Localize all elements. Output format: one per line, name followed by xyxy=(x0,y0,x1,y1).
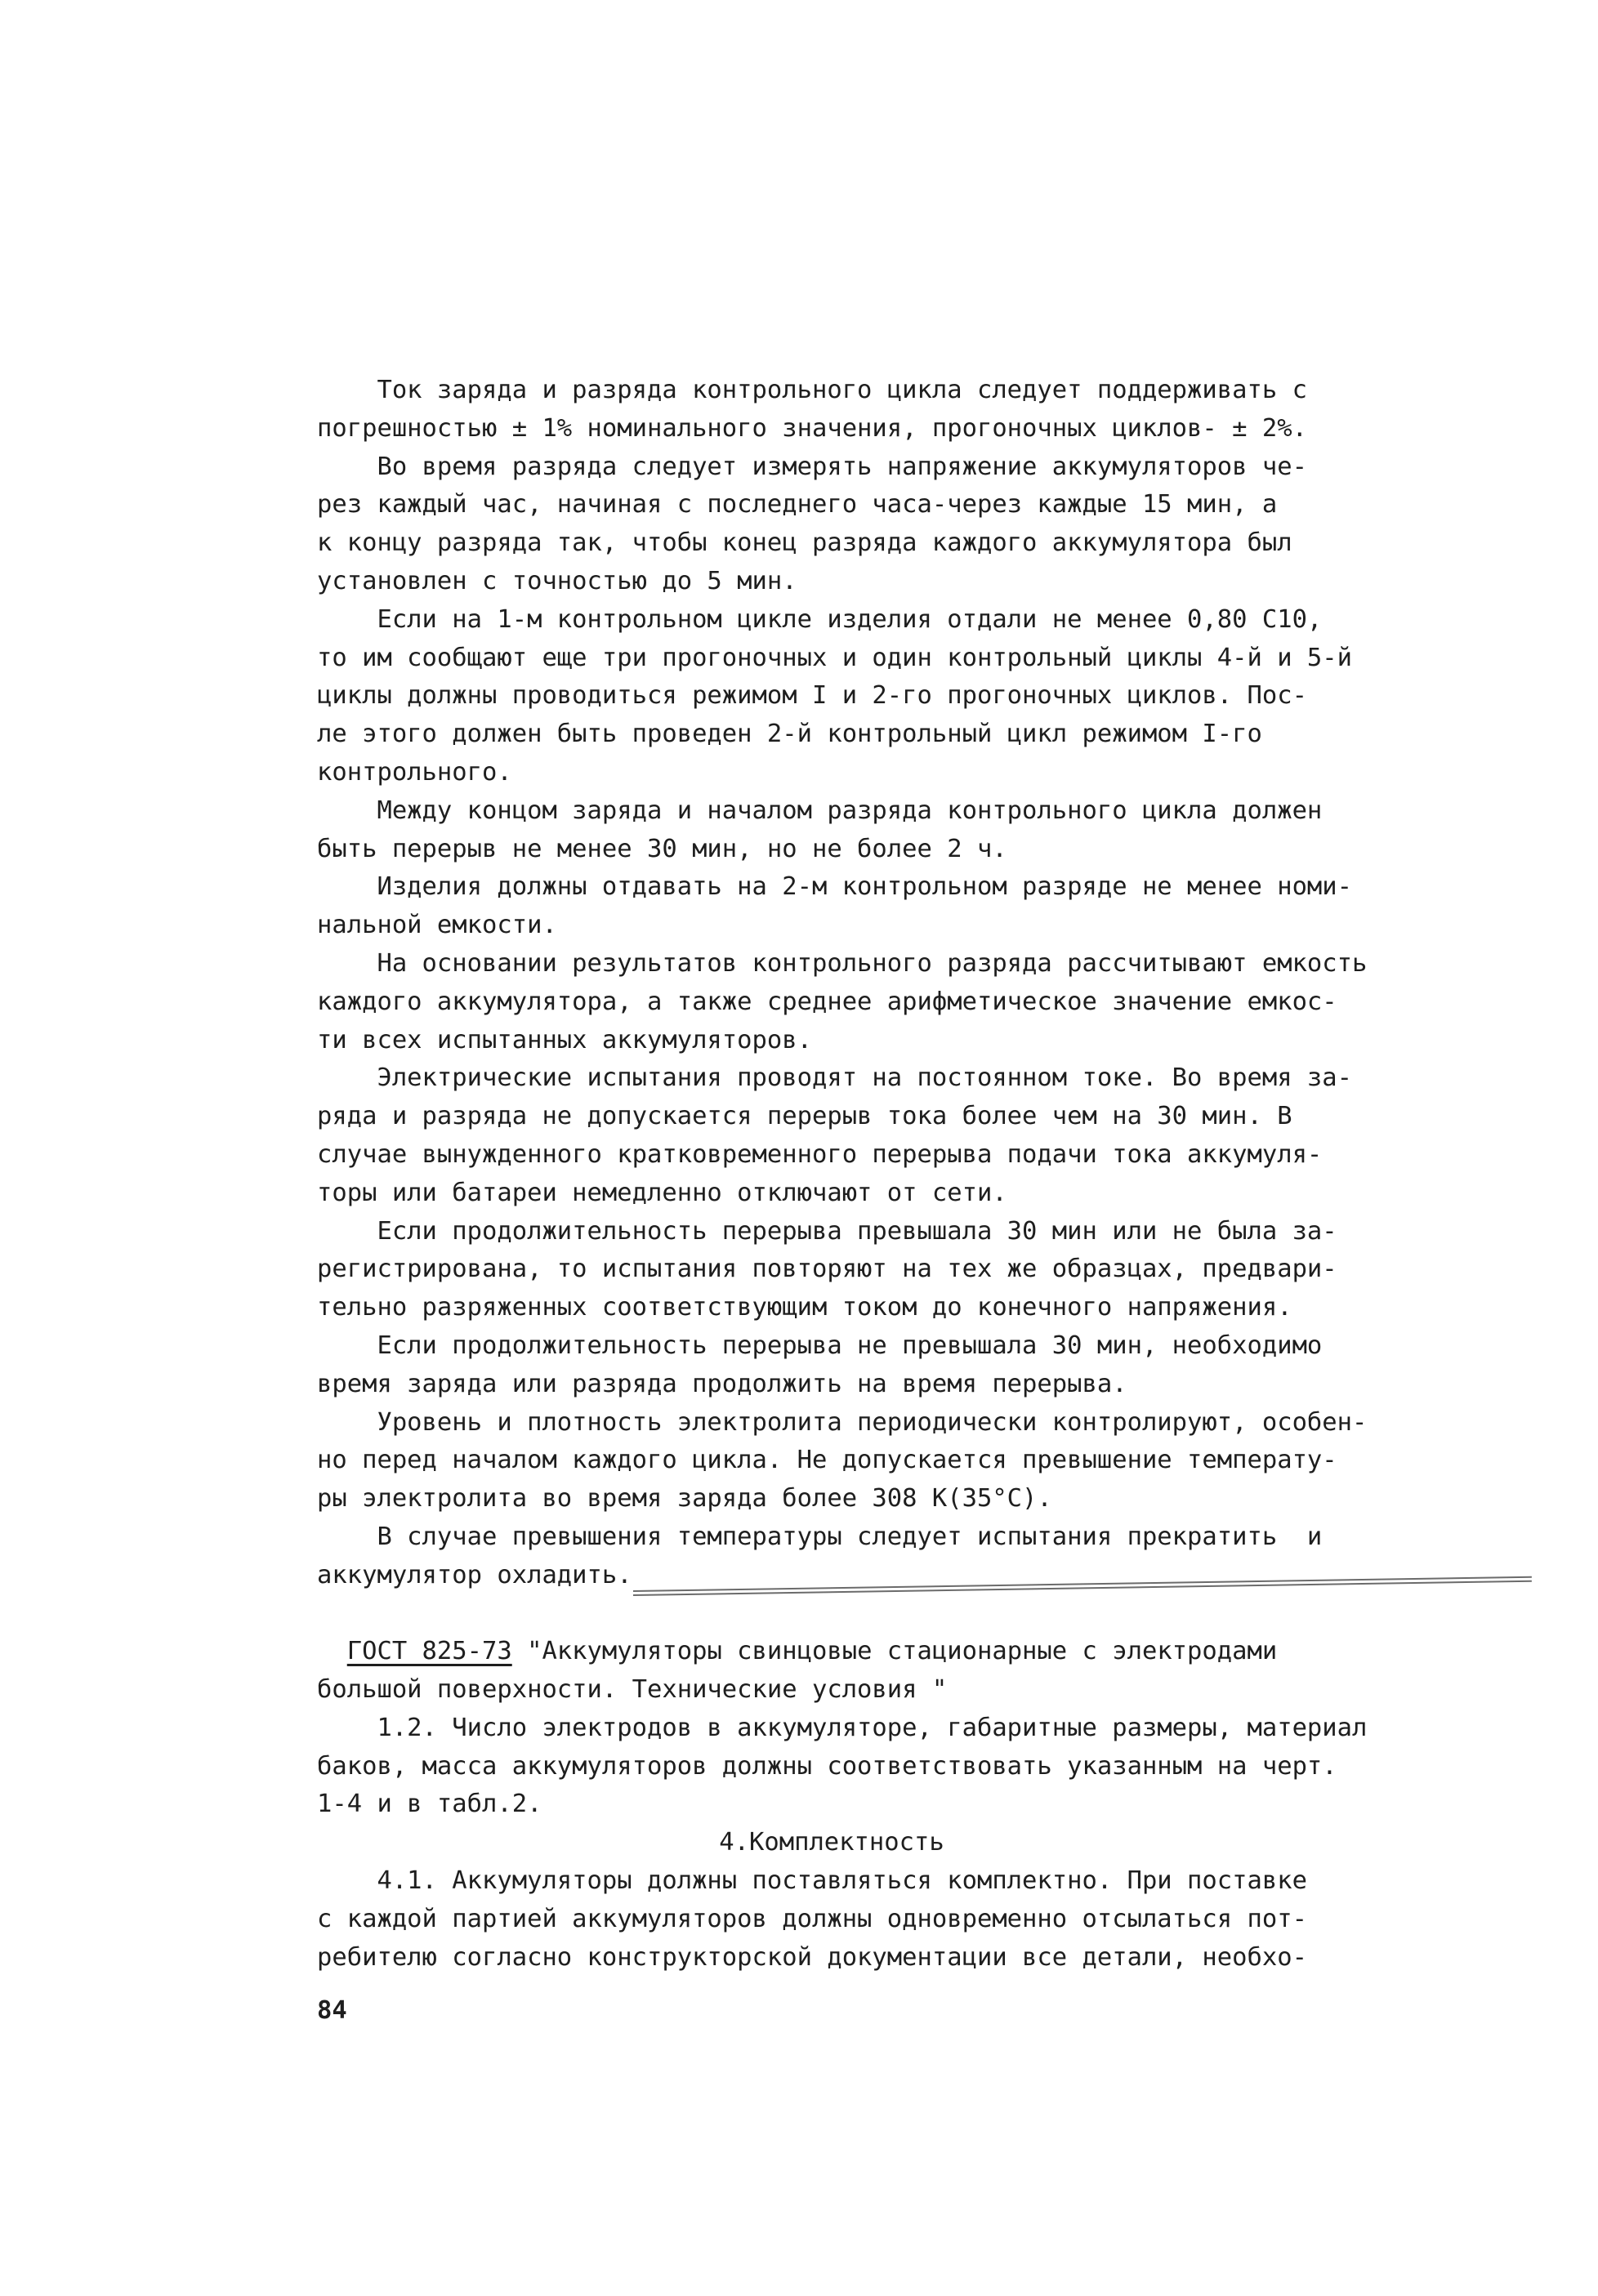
text-line: Между концом заряда и началом разряда контрольного цикла должен xyxy=(317,796,1323,825)
section-line: с каждой партией аккумуляторов должны одновременно отсылаться пот- xyxy=(317,1904,1307,1933)
text-line: нальной емкости. xyxy=(317,911,557,940)
text-line: торы или батареи немедленно отключают от сети. xyxy=(317,1178,1007,1207)
text-line: рез каждый час, начиная с последнего часа-через каждые 15 мин, а xyxy=(317,490,1278,519)
text-line: Ток заряда и разряда контрольного цикла следует поддерживать с xyxy=(317,376,1307,404)
text-line: контрольного. xyxy=(317,757,512,787)
section-heading: 4.Комплектность xyxy=(719,1828,944,1857)
section-line: ребителю согласно конструкторской документации все детали, необхо- xyxy=(317,1942,1307,1972)
text-line: случае вынужденного кратковременного перерыва подачи тока аккумуля- xyxy=(317,1139,1323,1169)
clause-line: 1-4 и в табл.2. xyxy=(317,1790,542,1819)
text-line: установлен с точностью до 5 мин. xyxy=(317,566,797,595)
text-line: ле этого должен быть проведен 2-й контрольный цикл режимом I-го xyxy=(317,720,1262,749)
text-line: Изделия должны отдавать на 2-м контрольном разряде не менее номи- xyxy=(317,872,1353,902)
text-line: к концу разряда так, чтобы конец разряда каждого аккумулятора был xyxy=(317,528,1292,558)
paragraph-gap xyxy=(317,1595,1412,1634)
text-line: ряда и разряда не допускается перерыв тока более чем на 30 мин. В xyxy=(317,1102,1292,1131)
text-line: тельно разряженных соответствующим током до конечного напряжения. xyxy=(317,1293,1292,1322)
text-line: На основании результатов контрольного разряда рассчитывают емкость xyxy=(317,948,1368,978)
clause-line: 1.2. Число электродов в аккумуляторе, габаритные размеры, материал xyxy=(317,1713,1368,1742)
text-line: то им сообщают еще три прогоночных и один контрольный циклы 4-й и 5-й xyxy=(317,643,1353,672)
document-body xyxy=(317,372,1412,1977)
clause-line: баков, масса аккумуляторов должны соответствовать указанным на черт. xyxy=(317,1751,1337,1781)
section-line: 4.1. Аккумуляторы должны поставляться комплектно. При поставке xyxy=(317,1866,1307,1896)
text-line: ры электролита во время заряда более 308 К(35°С). xyxy=(317,1484,1052,1514)
text-line: быть перерыв не менее 30 мин, но не более 2 ч. xyxy=(317,834,1007,863)
text-line: аккумулятор охладить. xyxy=(317,1560,632,1589)
text-line: время заряда или разряда продолжить на время перерыва. xyxy=(317,1369,1127,1398)
page-number: 84 xyxy=(317,1996,347,2025)
text-line: но перед началом каждого цикла. Не допускается превышение температу- xyxy=(317,1446,1337,1475)
text-line: Уровень и плотность электролита периодически контролируют, особен- xyxy=(317,1407,1368,1437)
text-line: регистрирована, то испытания повторяют на тех же образцах, предвари- xyxy=(317,1255,1337,1284)
text-line: Если на 1-м контрольном цикле изделия отдали не менее 0,80 C10, xyxy=(317,604,1323,634)
standard-reference-title: "Аккумуляторы свинцовые стационарные с электродами xyxy=(511,1637,1278,1666)
text-line: Во время разряда следует измерять напряжение аккумуляторов че- xyxy=(317,452,1307,481)
reference-line xyxy=(317,1633,1412,1671)
text-line: циклы должны проводиться режимом I и 2-го прогоночных циклов. Пос- xyxy=(317,681,1307,711)
text-line: Электрические испытания проводят на постоянном токе. Во время за- xyxy=(317,1063,1353,1093)
text-line: погрешностью ± 1% номинального значения, прогоночных циклов- ± 2%. xyxy=(317,413,1307,443)
text-line: каждого аккумулятора, а также среднее арифметическое значение емкос- xyxy=(317,987,1337,1016)
text-line: Если продолжительность перерыва не превышала 30 мин, необходимо xyxy=(317,1331,1323,1360)
standard-reference-code: ГОСТ 825-73 xyxy=(346,1637,512,1666)
text-line: большой поверхности. Технические условия " xyxy=(317,1675,948,1705)
text-line: В случае превышения температуры следует испытания прекратить и xyxy=(317,1522,1323,1551)
text-line: ти всех испытанных аккумуляторов. xyxy=(317,1025,812,1054)
text-line: Если продолжительность перерыва превышала 30 мин или не была за- xyxy=(317,1216,1337,1246)
